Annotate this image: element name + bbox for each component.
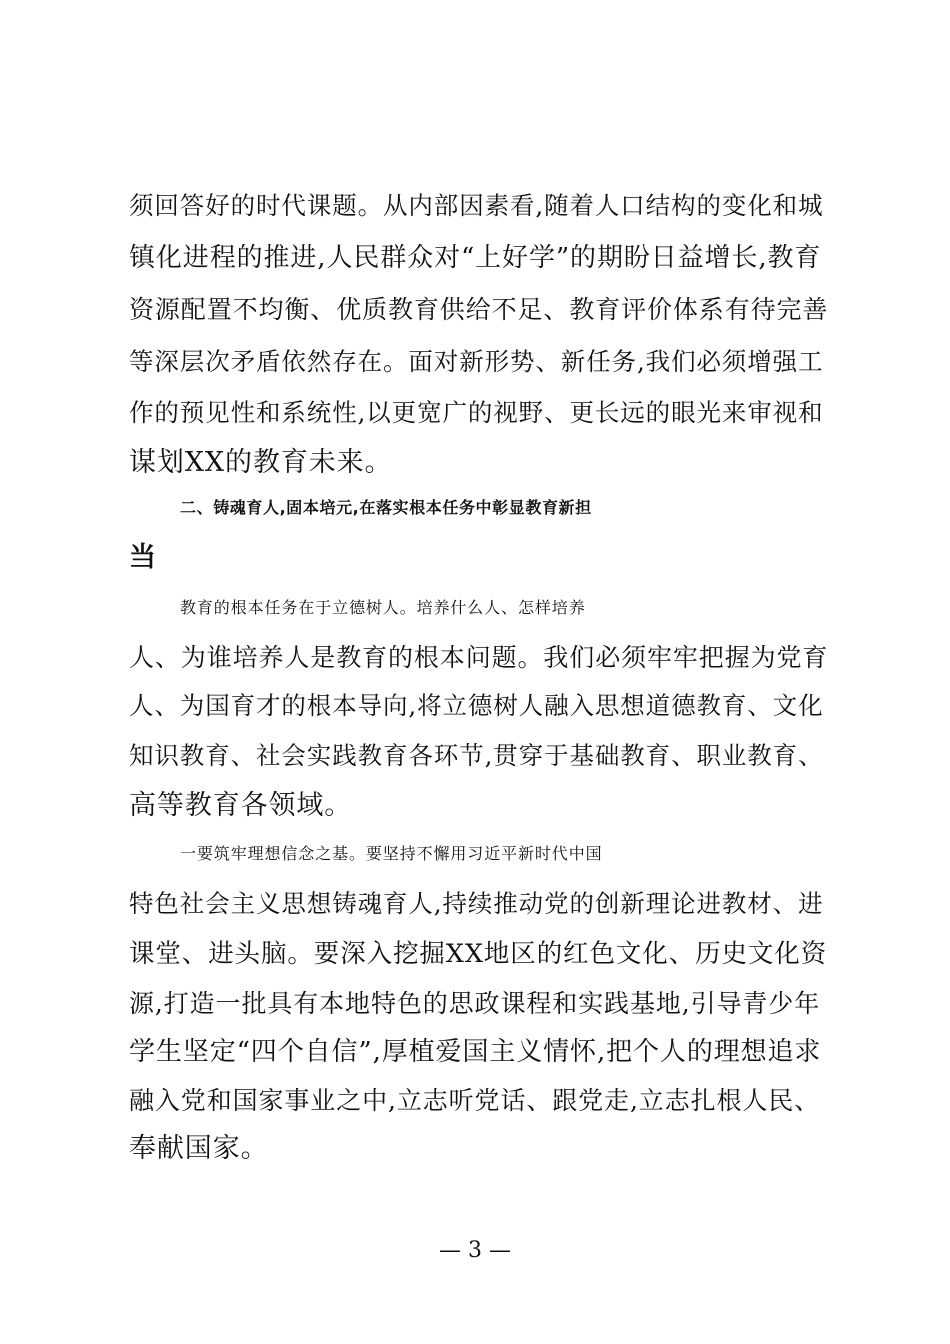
- paragraph-3-line-1: 一要筑牢理想信念之基。要坚持不懈用习近平新时代中国: [180, 844, 603, 863]
- paragraph-2-line-4: 知识教育、社会实践教育各环节,贯穿于基础教育、职业教育、: [129, 741, 824, 770]
- paragraph-3-line-7: 奉献国家。: [129, 1133, 269, 1164]
- paragraph-3-line-4: 源,打造一批具有本地特色的思政课程和实践基地,引导青少年: [129, 989, 821, 1018]
- paragraph-1-line-6: 谋划XX的教育未来。: [129, 447, 393, 478]
- paragraph-2-line-3: 人、为国育才的根本导向,将立德树人融入思想道德教育、文化: [129, 691, 824, 720]
- paragraph-2-line-1: 教育的根本任务在于立德树人。培养什么人、怎样培养: [180, 598, 586, 617]
- paragraph-2-line-5: 高等教育各领域。: [129, 790, 353, 821]
- paragraph-3-line-2: 特色社会主义思想铸魂育人,持续推动党的创新理论进教材、进: [129, 889, 824, 918]
- section-heading-line-2: 当: [129, 542, 157, 573]
- paragraph-1-line-2: 镇化进程的推进,人民群众对“上好学”的期盼日益增长,教育: [129, 243, 822, 273]
- paragraph-3-line-5: 学生坚定“四个自信”,厚植爱国主义情怀,把个人的理想追求: [129, 1037, 822, 1067]
- section-heading-line-1: 二、铸魂育人,固本培元,在落实根本任务中彰显教育新担: [180, 498, 592, 517]
- paragraph-1-line-3: 资源配置不均衡、优质教育供给不足、教育评价体系有待完善: [129, 295, 829, 324]
- paragraph-1-line-4: 等深层次矛盾依然存在。面对新形势、新任务,我们必须增强工: [129, 347, 824, 376]
- page-number: — 3 —: [439, 1238, 511, 1263]
- paragraph-3-line-6: 融入党和国家事业之中,立志听党话、跟党走,立志扎根人民、: [129, 1086, 821, 1115]
- paragraph-2-line-2: 人、为谁培养人是教育的根本问题。我们必须牢牢把握为党育: [129, 643, 829, 672]
- paragraph-3-line-3: 课堂、进头脑。要深入挖掘XX地区的红色文化、历史文化资: [129, 939, 828, 969]
- paragraph-1-line-1: 须回答好的时代课题。从内部因素看,随着人口结构的变化和城: [129, 191, 824, 220]
- paragraph-1-line-5: 作的预见性和系统性,以更宽广的视野、更长远的眼光来审视和: [129, 398, 824, 427]
